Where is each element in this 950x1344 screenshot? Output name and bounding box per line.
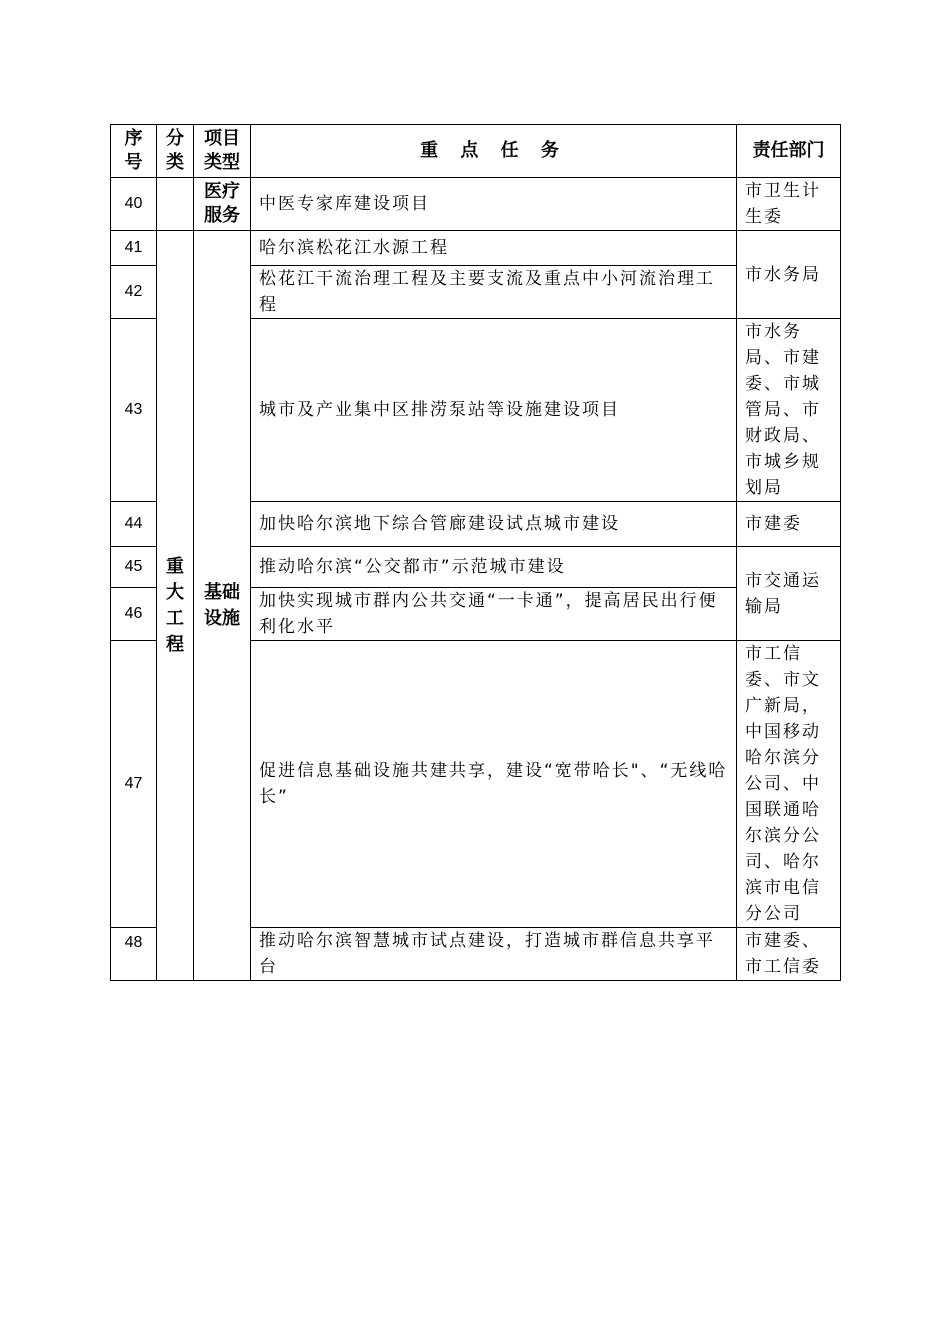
row-num: 45: [111, 547, 157, 588]
row-num: 41: [111, 231, 157, 266]
header-num: 序号: [111, 125, 157, 178]
header-row: [111, 125, 841, 178]
header-category: 分类: [157, 125, 194, 178]
project-type-medical: 医疗服务: [194, 178, 251, 231]
row-num: 48: [111, 928, 157, 981]
row-num: 46: [111, 588, 157, 641]
row-num: 43: [111, 319, 157, 502]
task-cell: 加快实现城市群内公共交通“一卡通”，提高居民出行便利化水平: [251, 588, 737, 641]
task-cell: 促进信息基础设施共建共享，建设“宽带哈长"、“无线哈长”: [251, 641, 737, 928]
row-num: 40: [111, 178, 157, 231]
dept-cell: 市交通运输局: [737, 547, 841, 641]
task-cell: 城市及产业集中区排涝泵站等设施建设项目: [251, 319, 737, 502]
dept-cell: 市工信委、市文广新局，中国移动哈尔滨分公司、中国联通哈尔滨分公司、哈尔滨市电信分公司: [737, 641, 841, 928]
task-cell: 松花江干流治理工程及主要支流及重点中小河流治理工程: [251, 266, 737, 319]
task-table-sheet: [110, 124, 840, 977]
task-cell: 哈尔滨松花江水源工程: [251, 231, 737, 266]
dept-cell: 市卫生计生委: [737, 178, 841, 231]
task-cell: 推动哈尔滨“公交都市”示范城市建设: [251, 547, 737, 588]
row-num: 44: [111, 502, 157, 547]
task-cell: 中医专家库建设项目: [251, 178, 737, 231]
dept-cell: 市水务局、市建委、市城管局、市财政局、市城乡规划局: [737, 319, 841, 502]
category-cell-empty: [157, 178, 194, 231]
table-row: [111, 231, 841, 266]
dept-cell: 市水务局: [737, 231, 841, 319]
row-num: 47: [111, 641, 157, 928]
task-table: [110, 124, 841, 981]
header-task: 重 点 任 务: [251, 125, 737, 178]
table-row: [111, 178, 841, 231]
header-project-type: 项目类型: [194, 125, 251, 178]
category-major-engineering: 重大工程: [157, 231, 194, 981]
task-cell: 加快哈尔滨地下综合管廊建设试点城市建设: [251, 502, 737, 547]
project-type-infrastructure: 基础设施: [194, 231, 251, 981]
dept-cell: 市建委: [737, 502, 841, 547]
task-cell: 推动哈尔滨智慧城市试点建设，打造城市群信息共享平台: [251, 928, 737, 981]
dept-cell: 市建委、市工信委: [737, 928, 841, 981]
row-num: 42: [111, 266, 157, 319]
header-department: 责任部门: [737, 125, 841, 178]
